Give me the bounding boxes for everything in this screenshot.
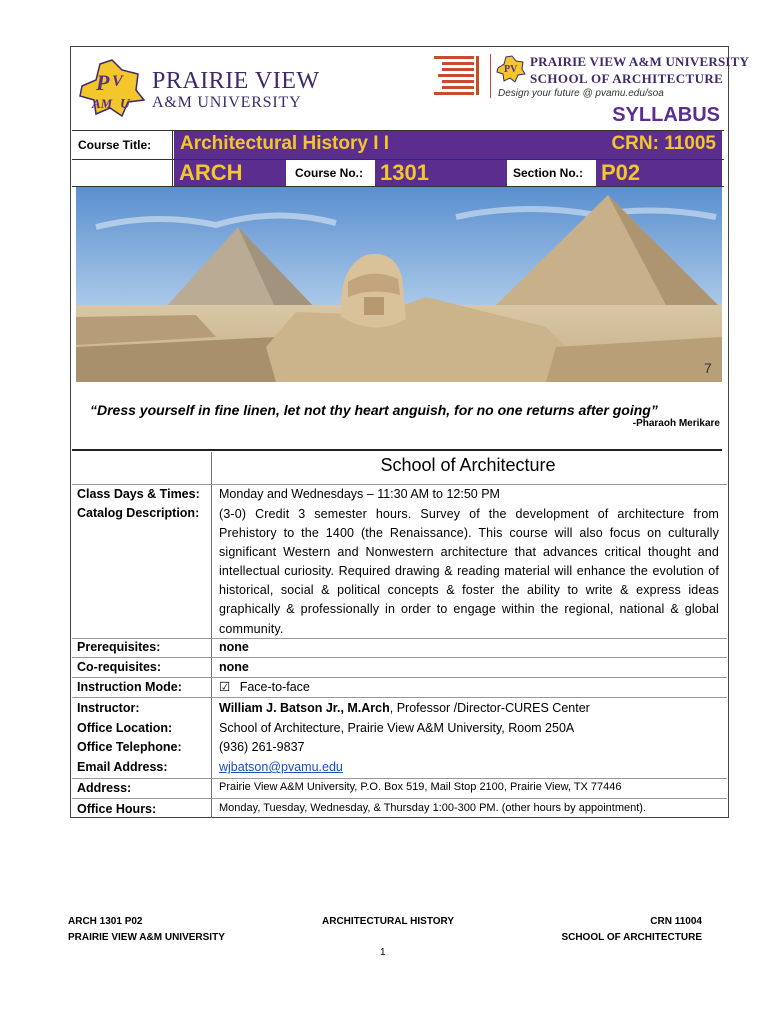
- hours-label: Office Hours:: [77, 802, 157, 816]
- course-title-bar: [174, 131, 722, 159]
- footer-course-code: ARCH 1301 P02: [68, 916, 143, 927]
- class-days-label: Class Days & Times:: [77, 487, 200, 501]
- footer-school: SCHOOL OF ARCHITECTURE: [561, 932, 702, 943]
- table-row-divider: [72, 484, 727, 485]
- table-column-divider: [211, 452, 212, 818]
- hours-value: Monday, Tuesday, Wednesday, & Thursday 1:00-300 PM. (other hours by appointment).: [219, 802, 646, 814]
- office-label: Office Location:: [77, 721, 173, 735]
- table-row-divider: [72, 697, 727, 698]
- email-link[interactable]: wjbatson@pvamu.edu: [219, 760, 343, 774]
- svg-text:V: V: [112, 73, 123, 90]
- footer-course-name: ARCHITECTURAL HISTORY: [322, 916, 455, 927]
- logo-divider: [490, 54, 491, 98]
- syllabus-heading: SYLLABUS: [612, 104, 720, 126]
- pyramids-sphinx-image: [76, 187, 722, 382]
- col-divider: [172, 130, 173, 186]
- mode-label: Instruction Mode:: [77, 680, 182, 694]
- instructor-name: William J. Batson Jr., M.Arch: [219, 701, 390, 715]
- svg-text:7: 7: [704, 360, 712, 376]
- coreq-value: none: [219, 660, 249, 674]
- mode-text: Face-to-face: [239, 680, 310, 694]
- mode-value: [219, 679, 310, 694]
- phone-value: (936) 261-9837: [219, 740, 305, 754]
- checkbox-checked-icon: ☑: [219, 680, 231, 694]
- pvamu-logo: [78, 56, 328, 122]
- course-number-row: [174, 160, 722, 186]
- table-row-divider: [72, 778, 727, 779]
- quote-attribution: -Pharaoh Merikare: [632, 418, 720, 429]
- soa-tagline: Design your future @ pvamu.edu/soa: [498, 88, 664, 99]
- course-title: Architectural History I I: [180, 133, 390, 154]
- table-row-divider: [72, 657, 727, 658]
- school-heading: School of Architecture: [380, 455, 556, 475]
- address-value: Prairie View A&M University, P.O. Box 519, Mail Stop 2100, Prairie View, TX 77446: [219, 781, 622, 793]
- soa-school-name: SCHOOL OF ARCHITECTURE: [530, 71, 724, 86]
- footer-university: PRAIRIE VIEW A&M UNIVERSITY: [68, 932, 225, 943]
- pharaoh-quote: “Dress yourself in fine linen, let not thy heart anguish, for no one returns after going”: [90, 402, 658, 418]
- prereq-label: Prerequisites:: [77, 640, 161, 654]
- svg-text:AM: AM: [92, 96, 113, 111]
- pvamu-small-seal-icon: [496, 54, 526, 84]
- course-title-label: Course Title:: [78, 138, 152, 152]
- instructor-title: , Professor /Director-CURES Center: [389, 701, 590, 715]
- subject-code: ARCH: [179, 160, 243, 185]
- footer-crn: CRN 11004: [650, 916, 702, 927]
- subject-box: [174, 160, 286, 186]
- section-box: [596, 160, 722, 186]
- svg-text:PV: PV: [504, 64, 518, 75]
- instructor-label: Instructor:: [77, 701, 140, 715]
- address-label: Address:: [77, 781, 132, 795]
- table-row-divider: [72, 638, 727, 639]
- building-stripes-icon: [432, 52, 484, 100]
- svg-text:U: U: [120, 97, 131, 112]
- table-row-divider: [72, 677, 727, 678]
- section-no: P02: [601, 160, 641, 185]
- course-no: 1301: [380, 160, 429, 185]
- catalog-label: Catalog Description:: [77, 506, 200, 520]
- course-no-label: Course No.:: [295, 166, 364, 180]
- university-subname: A&M UNIVERSITY: [152, 94, 302, 111]
- pvamu-seal-icon: [78, 56, 148, 120]
- university-name: PRAIRIE VIEW: [152, 68, 320, 94]
- catalog-description: (3-0) Credit 3 semester hours. Survey of the development of architecture from Prehistory to the 1400 (the Renaissance). This course will also focus on culturally significant Western and Nonwestern architecture that advances critical thought and intellectual curiosity. Required drawing & reading material will enhance the evolution of historical, social & political concepts & foster the ability to write & express ideas graphically & professionally in order to engage within the regional, national & global community.: [219, 507, 719, 636]
- coreq-label: Co-requisites:: [77, 660, 162, 674]
- crn: CRN: 11005: [611, 133, 716, 154]
- section-rule: [72, 449, 722, 451]
- phone-label: Office Telephone:: [77, 740, 182, 754]
- instructor-value: [219, 701, 590, 715]
- email-label: Email Address:: [77, 760, 168, 774]
- svg-text:P: P: [96, 70, 110, 95]
- soa-logo: [432, 52, 750, 102]
- table-row-divider: [72, 798, 727, 799]
- soa-university-name: PRAIRIE VIEW A&M UNIVERSITY: [530, 54, 750, 69]
- office-value: School of Architecture, Prairie View A&M University, Room 250A: [219, 721, 575, 735]
- class-days-value: Monday and Wednesdays – 11:30 AM to 12:50 PM: [219, 487, 500, 501]
- page-number: 1: [380, 947, 386, 958]
- prereq-value: none: [219, 640, 249, 654]
- course-no-box: [375, 160, 507, 186]
- section-label: Section No.:: [513, 166, 584, 180]
